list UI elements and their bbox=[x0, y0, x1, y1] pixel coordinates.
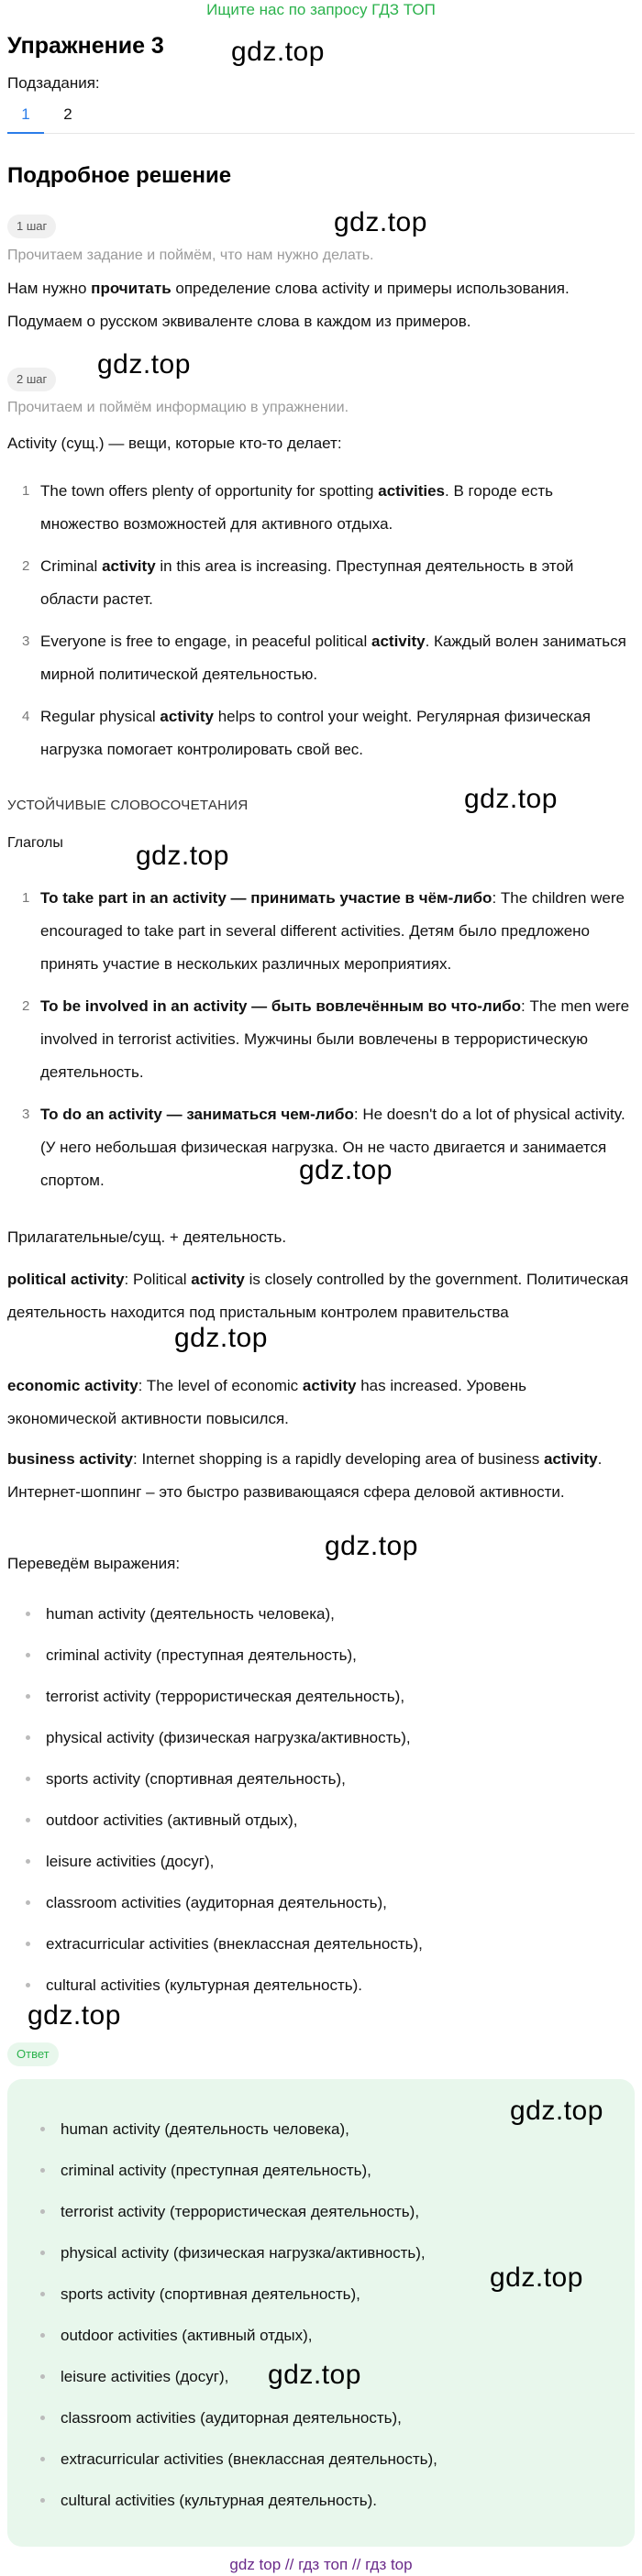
list-item: physical activity (физическая нагрузка/активность), bbox=[22, 2232, 609, 2273]
watermark: gdz.top bbox=[28, 2000, 121, 2031]
list-item: classroom activities (аудиторная деятельность), bbox=[7, 1882, 631, 1923]
list-item: human activity (деятельность человека), bbox=[22, 2108, 609, 2150]
watermark: gdz.top bbox=[490, 2262, 583, 2293]
translate-label: Переведём выражения: bbox=[7, 1555, 181, 1572]
list-item: leisure activities (досуг), bbox=[7, 1841, 631, 1882]
tab-2[interactable]: 2 bbox=[63, 105, 72, 123]
top-banner: Ищите нас по запросу ГДЗ ТОП bbox=[206, 1, 436, 18]
list-item: cultural activities (культурная деятельность). bbox=[7, 1965, 631, 2006]
watermark: gdz.top bbox=[510, 2096, 603, 2126]
subtasks-label: Подзадания: bbox=[7, 74, 100, 92]
list-item: terrorist activity (террористическая деятельность), bbox=[22, 2191, 609, 2232]
watermark: gdz.top bbox=[174, 1323, 268, 1353]
section-heading: УСТОЙЧИВЫЕ СЛОВОСОЧЕТАНИЯ bbox=[7, 798, 249, 813]
list-item: 3 To do an activity — заниматься чем-либо: He doesn't do a lot of physical activity. (У него небольшая физическая нагрузка. Он не часто двигается и занимается спортом. bbox=[22, 1106, 625, 1189]
list-item: extracurricular activities (внеклассная деятельность), bbox=[22, 2438, 609, 2480]
list-item: terrorist activity (террористическая деятельность), bbox=[7, 1676, 631, 1717]
list-item: human activity (деятельность человека), bbox=[7, 1593, 631, 1635]
list-item: sports activity (спортивная деятельность), bbox=[22, 2273, 609, 2315]
step-badge: 2 шаг bbox=[7, 368, 56, 391]
verbs-label: Глаголы bbox=[7, 835, 63, 851]
exercise-title: Упражнение 3 bbox=[7, 33, 164, 59]
list-item: leisure activities (досуг), bbox=[22, 2356, 609, 2397]
step-hint: Прочитаем задание и поймём, что нам нужно делать. bbox=[7, 248, 374, 263]
list-item: physical activity (физическая нагрузка/активность), bbox=[7, 1717, 631, 1758]
list-item: classroom activities (аудиторная деятельность), bbox=[22, 2397, 609, 2438]
list-item: outdoor activities (активный отдых), bbox=[7, 1800, 631, 1841]
step-text: Нам нужно прочитать определение слова activity и примеры использования. bbox=[7, 280, 570, 297]
list-item: 2 Criminal activity in this area is increasing. Преступная деятельность в этой области растет. bbox=[22, 557, 574, 608]
list-item: 1 To take part in an activity — принимать участие в чём-либо: The children were encouraged to take part in several different activities. Детям было предложено принять участие в нескольких различных мероприятиях. bbox=[22, 889, 625, 973]
collocation-example: business activity: Internet shopping is a rapidly developing area of business activity. Интернет-шоппинг – это быстро развивающаяся сфера деловой активности. bbox=[7, 1450, 603, 1501]
watermark: gdz.top bbox=[325, 1531, 418, 1561]
step-text: Подумаем о русском эквиваленте слова в каждом из примеров. bbox=[7, 313, 471, 330]
watermark: gdz.top bbox=[136, 841, 229, 871]
watermark: gdz.top bbox=[299, 1155, 393, 1185]
solution-title: Подробное решение bbox=[7, 163, 232, 188]
subtask-tabs bbox=[7, 103, 635, 134]
list-item: 3 Everyone is free to engage, in peaceful political activity. Каждый волен заниматься мирной политической деятельностью. bbox=[22, 633, 626, 683]
examples-list bbox=[7, 475, 631, 776]
watermark: gdz.top bbox=[268, 2360, 361, 2390]
step-hint: Прочитаем и поймём информацию в упражнении. bbox=[7, 400, 349, 415]
watermark: gdz.top bbox=[231, 37, 325, 67]
list-item: 4 Regular physical activity helps to control your weight. Регулярная физическая нагрузка помогает контролировать свой вес. bbox=[22, 708, 591, 758]
step-badge: 1 шаг bbox=[7, 215, 56, 238]
definition-text: Activity (сущ.) — вещи, которые кто-то делает: bbox=[7, 435, 342, 452]
list-item: criminal activity (преступная деятельность), bbox=[7, 1635, 631, 1676]
answer-badge: Ответ bbox=[7, 2042, 59, 2066]
collocation-example: economic activity: The level of economic activity has increased. Уровень экономической активности повысился. bbox=[7, 1377, 526, 1427]
collocation-example: political activity: Political activity is closely controlled by the government. Политическая деятельность находится под пристальным контролем правительства bbox=[7, 1271, 629, 1321]
translations-list bbox=[7, 1593, 631, 2006]
answer-list bbox=[22, 2108, 609, 2521]
list-item: criminal activity (преступная деятельность), bbox=[22, 2150, 609, 2191]
watermark: gdz.top bbox=[97, 349, 191, 380]
list-item: 2 To be involved in an activity — быть вовлечённым во что-либо: The men were involved in terrorist activities. Мужчины были вовлечены в террористическую деятельность. bbox=[22, 997, 630, 1081]
watermark: gdz.top bbox=[464, 784, 558, 814]
list-item: sports activity (спортивная деятельность), bbox=[7, 1758, 631, 1800]
watermark: gdz.top bbox=[334, 207, 427, 237]
adjectives-label: Прилагательные/сущ. + деятельность. bbox=[7, 1228, 287, 1246]
list-item: outdoor activities (активный отдых), bbox=[22, 2315, 609, 2356]
list-item: cultural activities (культурная деятельность). bbox=[22, 2480, 609, 2521]
footer: gdz top // гдз топ // гдз top bbox=[229, 2556, 413, 2573]
tab-1[interactable]: 1 bbox=[7, 103, 44, 134]
list-item: extracurricular activities (внеклассная деятельность), bbox=[7, 1923, 631, 1965]
list-item: 1 The town offers plenty of opportunity for spotting activities. В городе есть множество возможностей для активного отдыха. bbox=[22, 482, 554, 533]
